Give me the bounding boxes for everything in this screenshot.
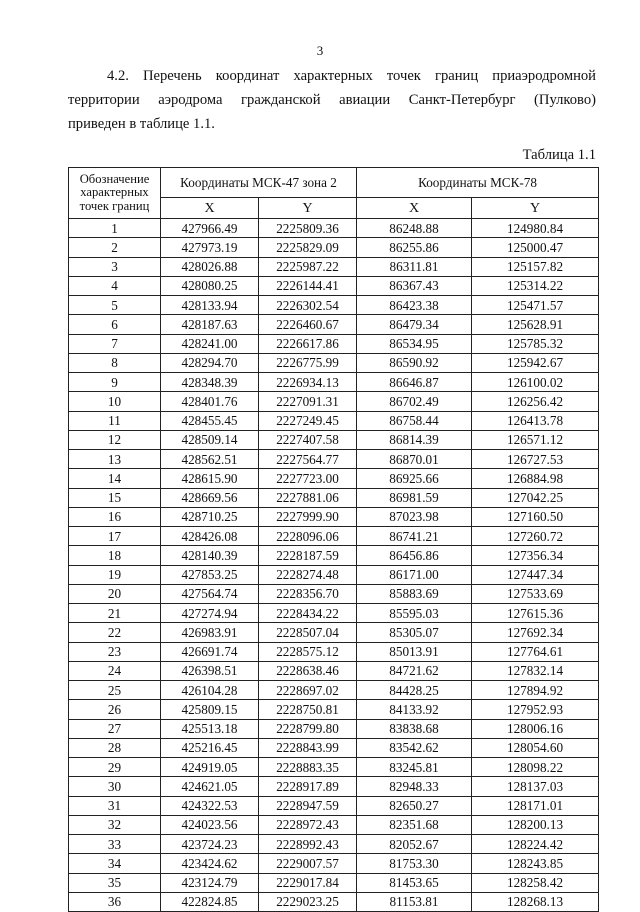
point-number-cell: 16 [69, 507, 161, 526]
msk47-y-cell: 2228799.80 [259, 719, 357, 738]
msk47-y-cell: 2228947.59 [259, 796, 357, 815]
msk78-y-cell: 128268.13 [472, 892, 599, 911]
point-number-cell: 32 [69, 815, 161, 834]
table-body [69, 219, 599, 912]
msk78-y-cell: 127160.50 [472, 507, 599, 526]
msk47-x-cell: 428509.14 [161, 430, 259, 449]
msk78-y-cell: 127692.34 [472, 623, 599, 642]
msk78-y-cell: 124980.84 [472, 219, 599, 238]
msk47-x-cell: 428348.39 [161, 373, 259, 392]
point-number-cell: 30 [69, 777, 161, 796]
table-row [69, 661, 599, 680]
point-number-cell: 8 [69, 353, 161, 372]
point-number-cell: 33 [69, 835, 161, 854]
point-number-cell: 11 [69, 411, 161, 430]
msk47-y-cell: 2227249.45 [259, 411, 357, 430]
table-row [69, 758, 599, 777]
table-row [69, 488, 599, 507]
msk78-y-cell: 127832.14 [472, 661, 599, 680]
table-row [69, 719, 599, 738]
msk78-y-cell: 125000.47 [472, 238, 599, 257]
msk47-y-cell: 2226460.67 [259, 315, 357, 334]
msk47-x-cell: 422824.85 [161, 892, 259, 911]
msk47-x-cell: 428710.25 [161, 507, 259, 526]
table-row [69, 527, 599, 546]
msk47-x-cell: 428455.45 [161, 411, 259, 430]
msk47-x-cell: 425809.15 [161, 700, 259, 719]
msk78-y-cell: 125471.57 [472, 296, 599, 315]
msk47-y-cell: 2228843.99 [259, 738, 357, 757]
msk47-y-cell: 2227881.06 [259, 488, 357, 507]
msk47-y-cell: 2229017.84 [259, 873, 357, 892]
msk78-x-cell: 84428.25 [357, 681, 472, 700]
msk78-x-cell: 86171.00 [357, 565, 472, 584]
msk78-x-cell: 82948.33 [357, 777, 472, 796]
msk47-y-cell: 2226934.13 [259, 373, 357, 392]
intro-line-3: приведен в таблице 1.1. [68, 116, 215, 132]
msk47-x-cell: 428669.56 [161, 488, 259, 507]
point-number-cell: 28 [69, 738, 161, 757]
table-row [69, 546, 599, 565]
point-number-cell: 36 [69, 892, 161, 911]
msk78-y-header: Y [472, 198, 599, 219]
table-row [69, 777, 599, 796]
table-row [69, 392, 599, 411]
point-number-cell: 7 [69, 334, 161, 353]
msk47-x-cell: 427973.19 [161, 238, 259, 257]
msk47-x-cell: 428401.76 [161, 392, 259, 411]
msk78-y-cell: 128006.16 [472, 719, 599, 738]
point-number-cell: 3 [69, 257, 161, 276]
point-number-cell: 34 [69, 854, 161, 873]
intro-line-2: территории аэродрома гражданской авиации Санкт-Петербург (Пулково) [68, 92, 596, 108]
msk78-x-cell: 85305.07 [357, 623, 472, 642]
msk78-x-cell: 86981.59 [357, 488, 472, 507]
msk47-y-cell: 2228750.81 [259, 700, 357, 719]
msk78-x-cell: 82351.68 [357, 815, 472, 834]
table-row [69, 796, 599, 815]
msk47-x-cell: 425216.45 [161, 738, 259, 757]
msk47-y-cell: 2225809.36 [259, 219, 357, 238]
msk78-y-cell: 126571.12 [472, 430, 599, 449]
point-number-cell: 27 [69, 719, 161, 738]
table-row [69, 296, 599, 315]
msk47-x-cell: 427853.25 [161, 565, 259, 584]
msk78-x-cell: 81753.30 [357, 854, 472, 873]
point-number-cell: 15 [69, 488, 161, 507]
msk47-y-cell: 2226775.99 [259, 353, 357, 372]
msk78-y-cell: 128137.03 [472, 777, 599, 796]
point-number-cell: 1 [69, 219, 161, 238]
msk47-y-cell: 2228096.06 [259, 527, 357, 546]
table-row [69, 334, 599, 353]
msk47-x-cell: 428026.88 [161, 257, 259, 276]
msk78-y-cell: 127533.69 [472, 584, 599, 603]
msk78-y-cell: 125628.91 [472, 315, 599, 334]
msk47-x-cell: 426983.91 [161, 623, 259, 642]
msk47-x-cell: 425513.18 [161, 719, 259, 738]
msk47-x-cell: 427966.49 [161, 219, 259, 238]
msk47-y-cell: 2227723.00 [259, 469, 357, 488]
msk78-x-cell: 81453.65 [357, 873, 472, 892]
msk47-y-cell: 2227091.31 [259, 392, 357, 411]
msk78-y-cell: 125157.82 [472, 257, 599, 276]
point-number-cell: 13 [69, 450, 161, 469]
msk78-x-cell: 82650.27 [357, 796, 472, 815]
table-row [69, 373, 599, 392]
msk47-x-header: X [161, 198, 259, 219]
msk78-y-cell: 128171.01 [472, 796, 599, 815]
msk47-x-cell: 423424.62 [161, 854, 259, 873]
table-row [69, 353, 599, 372]
msk47-y-cell: 2228187.59 [259, 546, 357, 565]
point-number-cell: 24 [69, 661, 161, 680]
msk47-y-cell: 2227564.77 [259, 450, 357, 469]
msk47-y-cell: 2225987.22 [259, 257, 357, 276]
msk47-y-cell: 2226617.86 [259, 334, 357, 353]
table-row [69, 469, 599, 488]
intro-line-1: 4.2. Перечень координат характерных точек границ приаэродромной [107, 68, 596, 84]
table-row [69, 738, 599, 757]
point-number-cell: 5 [69, 296, 161, 315]
msk47-y-cell: 2228507.04 [259, 623, 357, 642]
msk78-x-cell: 86367.43 [357, 276, 472, 295]
msk47-y-cell: 2228356.70 [259, 584, 357, 603]
msk47-y-cell: 2228638.46 [259, 661, 357, 680]
msk47-x-cell: 426691.74 [161, 642, 259, 661]
msk47-x-cell: 428562.51 [161, 450, 259, 469]
msk47-y-cell: 2226144.41 [259, 276, 357, 295]
point-number-cell: 31 [69, 796, 161, 815]
point-number-cell: 25 [69, 681, 161, 700]
msk78-y-cell: 127952.93 [472, 700, 599, 719]
point-number-cell: 9 [69, 373, 161, 392]
point-number-cell: 17 [69, 527, 161, 546]
table-row [69, 565, 599, 584]
msk47-y-header: Y [259, 198, 357, 219]
table-row [69, 623, 599, 642]
msk78-group-header: Координаты МСК-78 [357, 168, 599, 198]
point-number-cell: 21 [69, 604, 161, 623]
msk78-x-cell: 86311.81 [357, 257, 472, 276]
table-row [69, 430, 599, 449]
table-row [69, 892, 599, 911]
msk47-y-cell: 2228274.48 [259, 565, 357, 584]
msk47-y-cell: 2225829.09 [259, 238, 357, 257]
point-number-cell: 4 [69, 276, 161, 295]
msk47-y-cell: 2229007.57 [259, 854, 357, 873]
msk47-y-cell: 2228992.43 [259, 835, 357, 854]
msk47-x-cell: 428140.39 [161, 546, 259, 565]
msk78-x-cell: 84133.92 [357, 700, 472, 719]
msk78-x-cell: 86248.88 [357, 219, 472, 238]
msk78-x-cell: 86870.01 [357, 450, 472, 469]
msk78-x-cell: 84721.62 [357, 661, 472, 680]
table-row [69, 450, 599, 469]
intro-paragraph [68, 64, 596, 136]
point-number-cell: 26 [69, 700, 161, 719]
msk47-x-cell: 428241.00 [161, 334, 259, 353]
msk47-x-cell: 424322.53 [161, 796, 259, 815]
msk78-x-cell: 86814.39 [357, 430, 472, 449]
msk78-y-cell: 125314.22 [472, 276, 599, 295]
table-row [69, 835, 599, 854]
table-caption: Таблица 1.1 [522, 147, 596, 163]
msk47-y-cell: 2228575.12 [259, 642, 357, 661]
msk78-y-cell: 128258.42 [472, 873, 599, 892]
msk78-x-cell: 86534.95 [357, 334, 472, 353]
msk78-y-cell: 128200.13 [472, 815, 599, 834]
msk78-x-header: X [357, 198, 472, 219]
msk47-x-cell: 426398.51 [161, 661, 259, 680]
table-row [69, 257, 599, 276]
msk47-y-cell: 2228972.43 [259, 815, 357, 834]
msk78-x-cell: 83245.81 [357, 758, 472, 777]
msk47-x-cell: 423124.79 [161, 873, 259, 892]
msk78-x-cell: 81153.81 [357, 892, 472, 911]
table-row [69, 642, 599, 661]
msk78-x-cell: 83542.62 [357, 738, 472, 757]
msk47-y-cell: 2227999.90 [259, 507, 357, 526]
msk78-x-cell: 86255.86 [357, 238, 472, 257]
point-number-cell: 29 [69, 758, 161, 777]
msk47-x-cell: 427274.94 [161, 604, 259, 623]
msk78-y-cell: 127356.34 [472, 546, 599, 565]
msk78-x-cell: 86758.44 [357, 411, 472, 430]
point-number-cell: 14 [69, 469, 161, 488]
msk78-y-cell: 128098.22 [472, 758, 599, 777]
msk78-y-cell: 128243.85 [472, 854, 599, 873]
msk78-x-cell: 87023.98 [357, 507, 472, 526]
msk47-y-cell: 2229023.25 [259, 892, 357, 911]
msk47-y-cell: 2228883.35 [259, 758, 357, 777]
msk78-x-cell: 86456.86 [357, 546, 472, 565]
msk78-y-cell: 127260.72 [472, 527, 599, 546]
table-row [69, 681, 599, 700]
msk47-x-cell: 424023.56 [161, 815, 259, 834]
msk78-y-cell: 125942.67 [472, 353, 599, 372]
msk78-x-cell: 86925.66 [357, 469, 472, 488]
msk78-x-cell: 86590.92 [357, 353, 472, 372]
msk78-x-cell: 82052.67 [357, 835, 472, 854]
table-row [69, 854, 599, 873]
msk47-y-cell: 2226302.54 [259, 296, 357, 315]
table-row [69, 584, 599, 603]
point-number-cell: 20 [69, 584, 161, 603]
msk78-x-cell: 83838.68 [357, 719, 472, 738]
point-number-cell: 2 [69, 238, 161, 257]
point-number-cell: 19 [69, 565, 161, 584]
msk47-x-cell: 428615.90 [161, 469, 259, 488]
msk78-y-cell: 126256.42 [472, 392, 599, 411]
table-row [69, 815, 599, 834]
msk78-y-cell: 127615.36 [472, 604, 599, 623]
msk47-x-cell: 427564.74 [161, 584, 259, 603]
point-number-cell: 35 [69, 873, 161, 892]
msk78-y-cell: 127447.34 [472, 565, 599, 584]
table-row [69, 315, 599, 334]
msk78-y-cell: 125785.32 [472, 334, 599, 353]
msk78-x-cell: 85595.03 [357, 604, 472, 623]
point-number-cell: 10 [69, 392, 161, 411]
msk47-x-cell: 428080.25 [161, 276, 259, 295]
msk78-y-cell: 126413.78 [472, 411, 599, 430]
msk47-y-cell: 2228697.02 [259, 681, 357, 700]
msk47-y-cell: 2228917.89 [259, 777, 357, 796]
msk47-x-cell: 426104.28 [161, 681, 259, 700]
designation-header: Обозначение характерных точек границ [69, 168, 161, 219]
msk78-y-cell: 128054.60 [472, 738, 599, 757]
table-row [69, 873, 599, 892]
msk78-x-cell: 86423.38 [357, 296, 472, 315]
msk78-y-cell: 126884.98 [472, 469, 599, 488]
msk47-group-header: Координаты МСК-47 зона 2 [161, 168, 357, 198]
table-row [69, 507, 599, 526]
msk78-x-cell: 86479.34 [357, 315, 472, 334]
point-number-cell: 23 [69, 642, 161, 661]
coordinates-table [68, 167, 599, 912]
msk78-y-cell: 127042.25 [472, 488, 599, 507]
point-number-cell: 18 [69, 546, 161, 565]
point-number-cell: 6 [69, 315, 161, 334]
table-row [69, 219, 599, 238]
table-header [69, 168, 599, 219]
msk78-x-cell: 85013.91 [357, 642, 472, 661]
msk47-x-cell: 428133.94 [161, 296, 259, 315]
msk78-y-cell: 126727.53 [472, 450, 599, 469]
msk78-x-cell: 86741.21 [357, 527, 472, 546]
msk78-x-cell: 86702.49 [357, 392, 472, 411]
msk47-x-cell: 423724.23 [161, 835, 259, 854]
msk47-x-cell: 424621.05 [161, 777, 259, 796]
msk78-y-cell: 128224.42 [472, 835, 599, 854]
msk47-y-cell: 2228434.22 [259, 604, 357, 623]
msk78-x-cell: 85883.69 [357, 584, 472, 603]
msk78-x-cell: 86646.87 [357, 373, 472, 392]
msk78-y-cell: 126100.02 [472, 373, 599, 392]
table-row [69, 238, 599, 257]
table-row [69, 700, 599, 719]
table-row [69, 411, 599, 430]
msk47-x-cell: 428426.08 [161, 527, 259, 546]
msk78-y-cell: 127894.92 [472, 681, 599, 700]
page-number: 3 [316, 43, 324, 58]
msk47-x-cell: 428294.70 [161, 353, 259, 372]
table-row [69, 276, 599, 295]
msk47-y-cell: 2227407.58 [259, 430, 357, 449]
table-row [69, 604, 599, 623]
point-number-cell: 12 [69, 430, 161, 449]
msk47-x-cell: 428187.63 [161, 315, 259, 334]
point-number-cell: 22 [69, 623, 161, 642]
msk47-x-cell: 424919.05 [161, 758, 259, 777]
msk78-y-cell: 127764.61 [472, 642, 599, 661]
